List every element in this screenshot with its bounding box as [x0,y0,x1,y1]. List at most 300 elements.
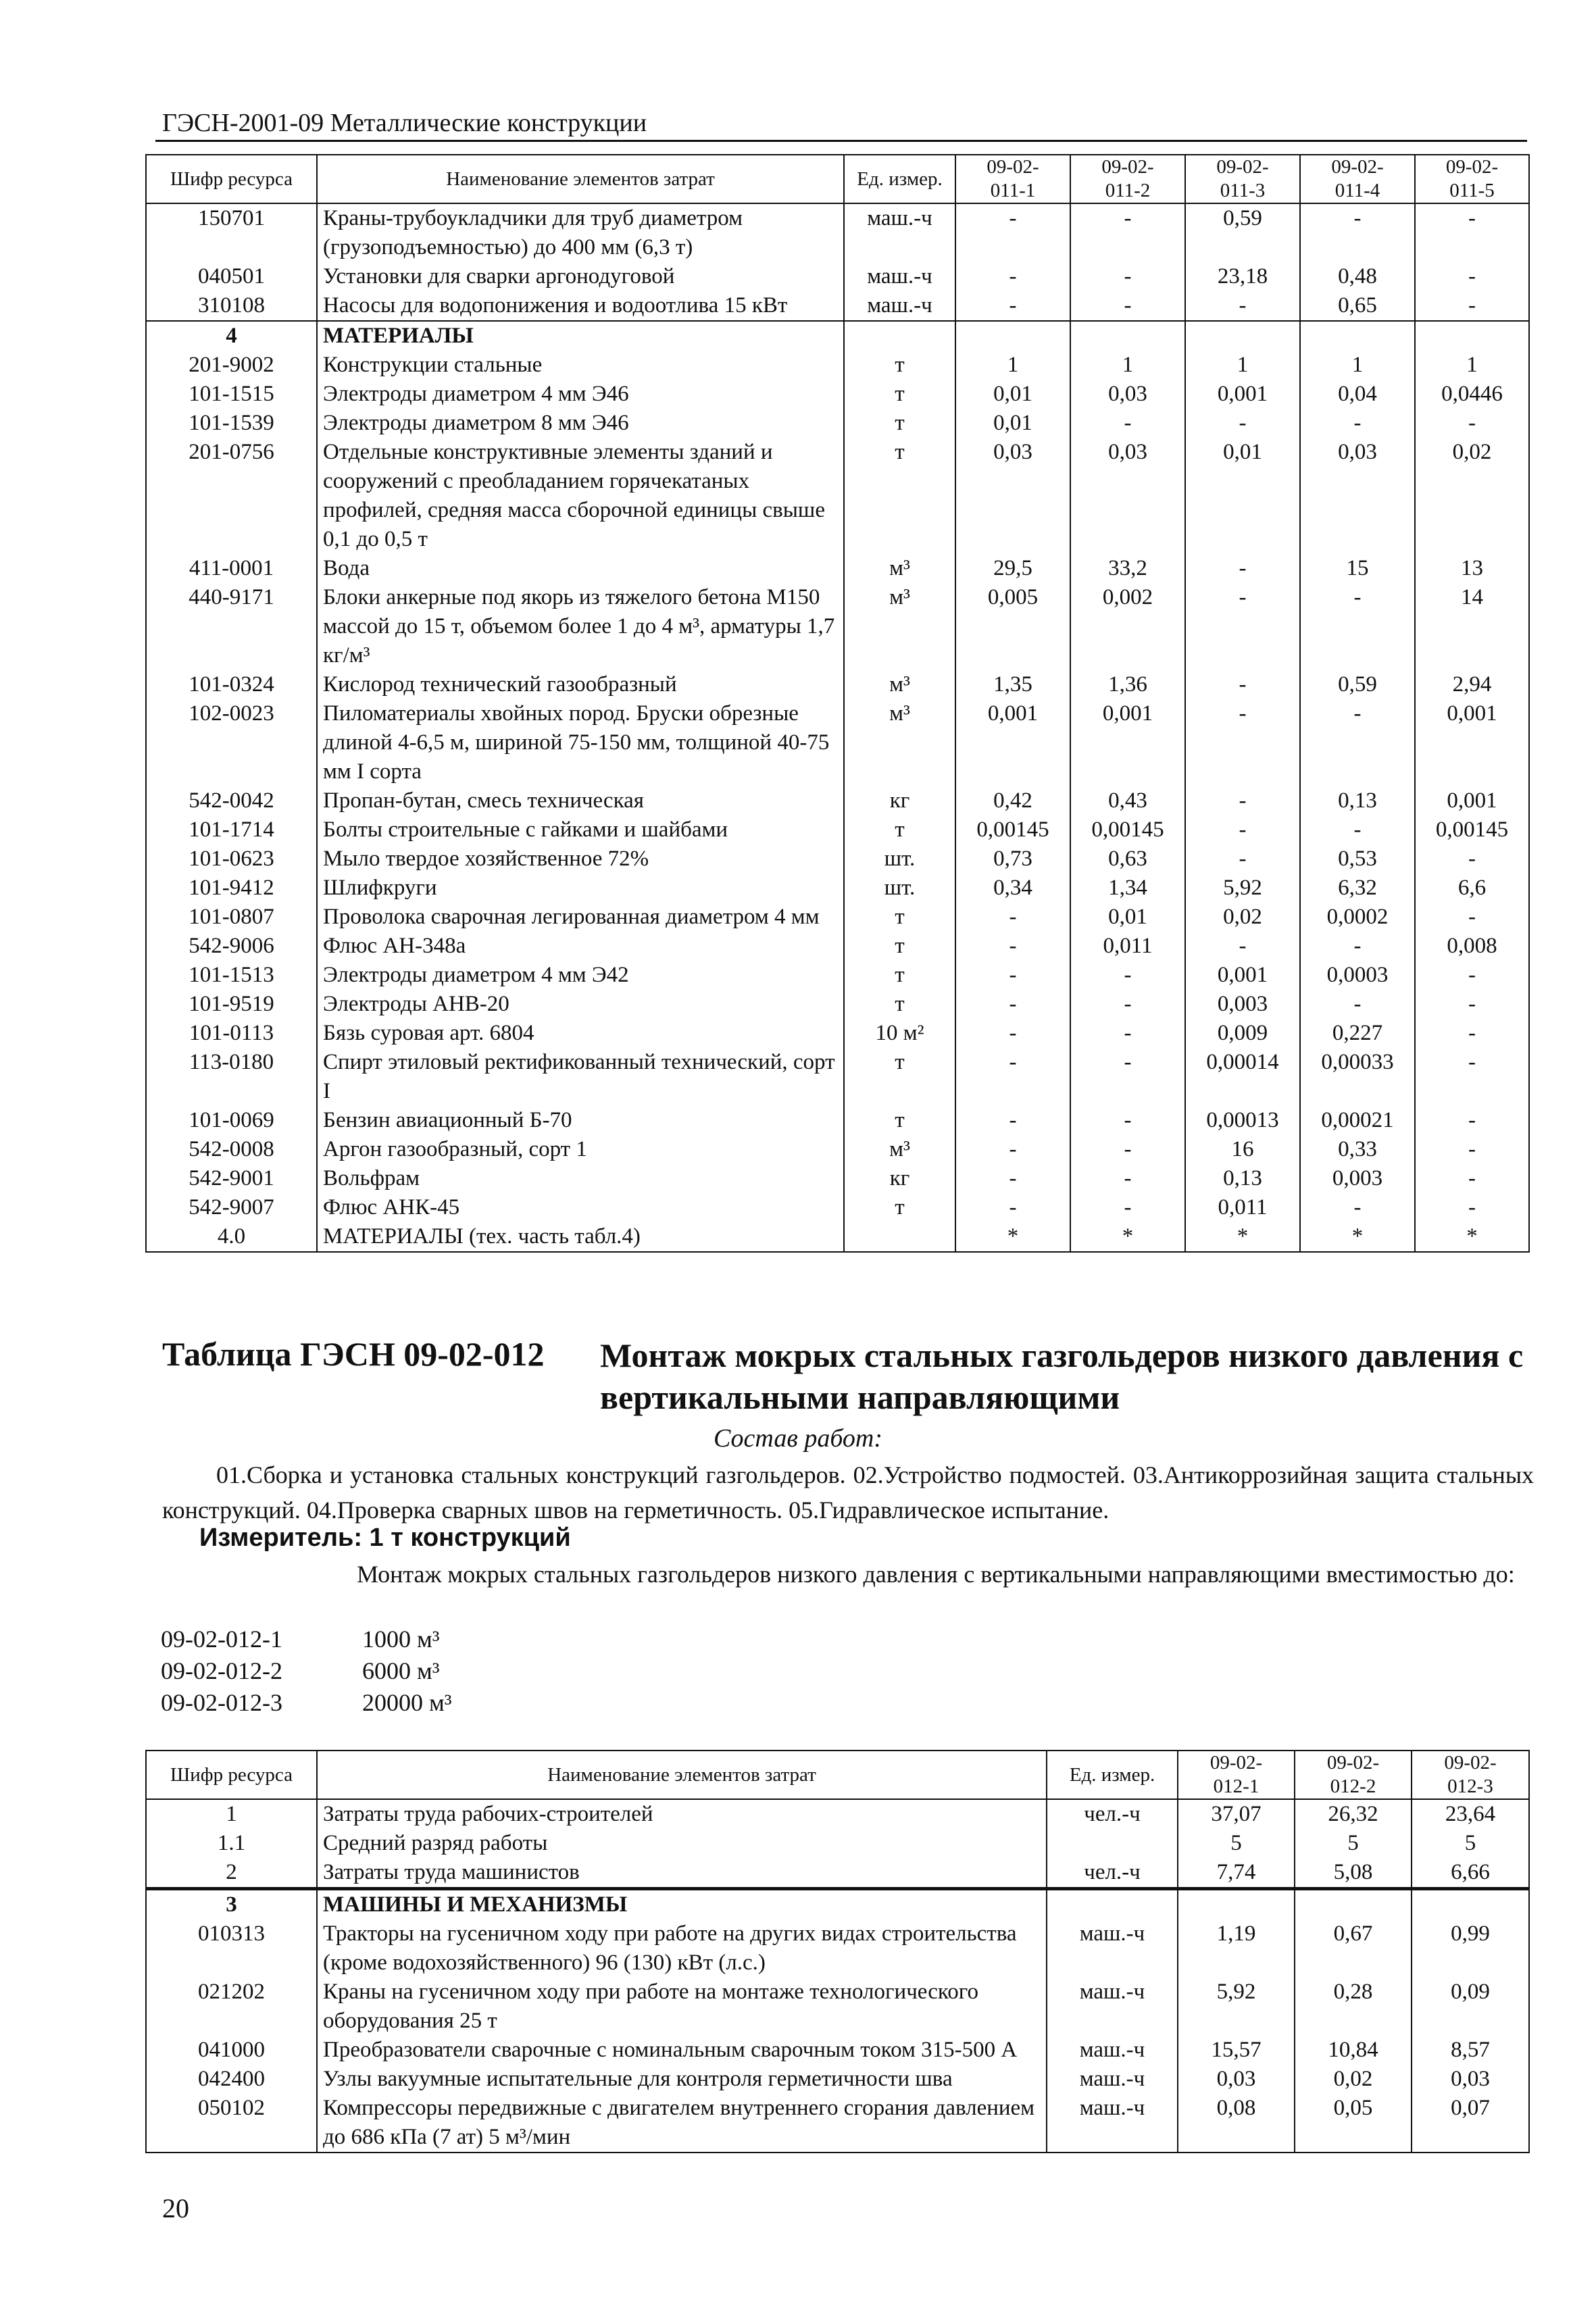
norm-value-cell [1185,321,1300,351]
table-row [146,1799,1529,1829]
table-title: Монтаж мокрых стальных газгольдеров низкого давления с вертикальными направляющими [600,1336,1524,1416]
resource-name-cell: Конструкции стальные [317,351,844,380]
norm-value-cell: * [1070,1222,1185,1252]
norm-value-cell: - [1415,961,1529,990]
norm-value-cell: - [1300,203,1415,262]
table-row [146,554,1529,583]
norm-value-cell: - [1415,1164,1529,1193]
norm-value-cell: 5,92 [1178,1978,1295,2036]
norm-value-cell: - [1185,699,1300,786]
table-row [146,1858,1529,1889]
resource-name-cell: Электроды АНВ-20 [317,990,844,1019]
variants-description: Монтаж мокрых стальных газгольдеров низкого давления с вертикальными направляющими вместимостью до: [357,1561,1515,1588]
norm-value-cell: 29,5 [955,554,1070,583]
norm-value-cell: 1,34 [1070,874,1185,903]
norm-value-cell: - [1070,409,1185,438]
norm-value-cell: - [1070,291,1185,321]
resources-table-012 [145,1750,1530,2153]
norm-value-cell: - [1185,670,1300,699]
norm-value-cell: - [1415,1135,1529,1164]
norm-value-cell: 0,63 [1070,845,1185,874]
column-header: 09-02- 011-1 [955,155,1070,203]
table-row [146,903,1529,932]
norm-value-cell: 0,43 [1070,786,1185,815]
norm-value-cell: 0,009 [1185,1019,1300,1048]
resources-table-011 [145,154,1530,1253]
norm-value-cell: - [1070,1135,1185,1164]
norm-value-cell: 0,005 [955,583,1070,670]
resource-name-cell: Блоки анкерные под якорь из тяжелого бетона М150 массой до 15 т, объемом более 1 до 4 м³, арматуры 1,7 кг/м³ [317,583,844,670]
resource-name-cell: Кислород технический газообразный [317,670,844,699]
norm-value-cell: 0,53 [1300,845,1415,874]
norm-value-cell: - [1070,262,1185,291]
column-header: 09-02- 011-3 [1185,155,1300,203]
resource-code-cell: 2 [146,1858,317,1889]
norm-value-cell: - [1300,409,1415,438]
column-header: 09-02- 012-2 [1295,1751,1412,1799]
resource-code-cell: 101-0113 [146,1019,317,1048]
norm-value-cell: 0,28 [1295,1978,1412,2036]
norm-value-cell: * [955,1222,1070,1252]
resource-code-cell: 101-0623 [146,845,317,874]
table-row [146,815,1529,845]
norm-value-cell: 14 [1415,583,1529,670]
norm-value-cell: 1,35 [955,670,1070,699]
column-header: 09-02- 011-4 [1300,155,1415,203]
resource-name-cell: Насосы для водопонижения и водоотлива 15 кВт [317,291,844,321]
composition-text: 01.Сборка и установка стальных конструкций газгольдеров. 02.Устройство подмостей. 03.Антикоррозийная защита стальных конструкций. 04.Проверка сварных швов на герметичность. 05.Гидравлическое испытание. [162,1461,1534,1524]
norm-value-cell [1412,1889,1529,1920]
norm-value-cell: 37,07 [1178,1799,1295,1829]
norm-value-cell: 0,001 [1415,786,1529,815]
resource-name-cell: Аргон газообразный, сорт 1 [317,1135,844,1164]
norm-value-cell: 0,42 [955,786,1070,815]
resource-name-cell: Затраты труда рабочих-строителей [317,1799,1047,1829]
table-row [146,2094,1529,2153]
table-header-row [146,1751,1529,1799]
norm-value-cell: - [1415,409,1529,438]
resource-name-cell: Отдельные конструктивные элементы зданий и сооружений с преобладанием горячекатаных профилей, средняя масса сборочной единицы свыше 0,1 до 0,5 т [317,438,844,554]
resource-code-cell: 101-9412 [146,874,317,903]
table-row [146,874,1529,903]
resource-code-cell: 411-0001 [146,554,317,583]
norm-value-cell: 5 [1178,1829,1295,1858]
norm-value-cell: 0,001 [1185,961,1300,990]
norm-value-cell: - [1415,291,1529,321]
resource-code-cell: 101-0324 [146,670,317,699]
norm-value-cell: - [1300,699,1415,786]
unit-cell: т [844,932,955,961]
resource-code-cell: 201-0756 [146,438,317,554]
resource-code-cell: 310108 [146,291,317,321]
norm-value-cell: - [1300,1193,1415,1222]
column-header: Ед. измер. [1047,1751,1178,1799]
resource-code-cell: 042400 [146,2065,317,2094]
unit-cell: т [844,815,955,845]
table-header-row [146,155,1529,203]
norm-value-cell: 0,09 [1412,1978,1529,2036]
unit-cell: маш.-ч [844,291,955,321]
unit-cell: 10 м² [844,1019,955,1048]
unit-cell: м³ [844,670,955,699]
resource-code-cell: 101-1714 [146,815,317,845]
norm-value-cell [1070,321,1185,351]
table-row [146,1978,1529,2036]
norm-value-cell: 0,02 [1295,2065,1412,2094]
measure-unit: Измеритель: 1 т конструкций [199,1524,571,1552]
norm-value-cell: 13 [1415,554,1529,583]
resource-name-cell: Тракторы на гусеничном ходу при работе на других видах строительства (кроме водохозяйственного) 96 (130) кВт (л.с.) [317,1919,1047,1978]
norm-value-cell: - [1415,1106,1529,1135]
resource-code-cell: 542-9001 [146,1164,317,1193]
table-row [146,409,1529,438]
norm-value-cell: 0,48 [1300,262,1415,291]
norm-value-cell: - [1070,961,1185,990]
table-row [146,932,1529,961]
norm-value-cell [1178,1889,1295,1920]
norm-value-cell: - [955,961,1070,990]
norm-value-cell [1295,1889,1412,1920]
norm-value-cell [1415,321,1529,351]
unit-cell: т [844,990,955,1019]
norm-value-cell: - [1185,409,1300,438]
norm-value-cell: 0,001 [1415,699,1529,786]
norm-value-cell: 0,03 [955,438,1070,554]
unit-cell: маш.-ч [1047,2094,1178,2153]
norm-value-cell: 0,001 [1185,380,1300,409]
norm-value-cell: 0,011 [1185,1193,1300,1222]
norm-value-cell: * [1415,1222,1529,1252]
norm-value-cell: - [1415,262,1529,291]
running-header: ГЭСН-2001-09 Металлические конструкции [162,109,647,137]
norm-value-cell: - [1185,583,1300,670]
norm-value-cell: - [955,1019,1070,1048]
variant-code: 09-02-012-2 [161,1657,282,1684]
norm-value-cell: 0,00014 [1185,1048,1300,1106]
norm-value-cell: 5,08 [1295,1858,1412,1889]
resource-name-cell: Вольфрам [317,1164,844,1193]
norm-value-cell: - [1300,990,1415,1019]
norm-value-cell: 0,73 [955,845,1070,874]
unit-cell: т [844,409,955,438]
unit-cell [844,321,955,351]
norm-value-cell: 0,34 [955,874,1070,903]
norm-value-cell: - [1070,203,1185,262]
resource-name-cell: Пропан-бутан, смесь техническая [317,786,844,815]
norm-value-cell: 2,94 [1415,670,1529,699]
resource-name-cell: Средний разряд работы [317,1829,1047,1858]
variant-code: 09-02-012-3 [161,1689,282,1716]
table-row [146,961,1529,990]
norm-value-cell: 0,33 [1300,1135,1415,1164]
unit-cell: кг [844,786,955,815]
norm-value-cell: * [1185,1222,1300,1252]
unit-cell: шт. [844,874,955,903]
norm-value-cell: 0,67 [1295,1919,1412,1978]
column-header: Шифр ресурса [146,155,317,203]
table-row [146,786,1529,815]
resource-name-cell: Краны-трубоукладчики для труб диаметром (грузоподъемностью) до 400 мм (6,3 т) [317,203,844,262]
norm-value-cell: 0,227 [1300,1019,1415,1048]
norm-value-cell: 0,008 [1415,932,1529,961]
resource-code-cell: 101-0807 [146,903,317,932]
norm-value-cell: 1 [1415,351,1529,380]
unit-cell: т [844,1106,955,1135]
table-row [146,845,1529,874]
column-header: Наименование элементов затрат [317,155,844,203]
norm-value-cell: 1 [1070,351,1185,380]
table-row [146,262,1529,291]
resource-code-cell: 040501 [146,262,317,291]
table-row [146,990,1529,1019]
resource-name-cell: Мыло твердое хозяйственное 72% [317,845,844,874]
norm-value-cell: - [1415,1048,1529,1106]
norm-value-cell: 1 [1185,351,1300,380]
resource-code-cell: 1.1 [146,1829,317,1858]
table-row [146,1829,1529,1858]
norm-value-cell [1300,321,1415,351]
norm-value-cell: 0,0003 [1300,961,1415,990]
norm-value-cell: 0,00021 [1300,1106,1415,1135]
unit-cell: т [844,380,955,409]
norm-value-cell: - [955,291,1070,321]
resource-name-cell: Краны на гусеничном ходу при работе на монтаже технологического оборудования 25 т [317,1978,1047,2036]
norm-value-cell: 1 [955,351,1070,380]
table-row [146,380,1529,409]
composition-heading: Состав работ: [713,1424,883,1453]
resource-code-cell: 021202 [146,1978,317,2036]
resource-code-cell: 542-0042 [146,786,317,815]
resource-code-cell: 050102 [146,2094,317,2153]
resource-code-cell: 041000 [146,2036,317,2065]
norm-value-cell: - [1070,1019,1185,1048]
norm-value-cell: 0,13 [1300,786,1415,815]
norm-value-cell: 0,011 [1070,932,1185,961]
resource-name-cell: МАТЕРИАЛЫ [317,321,844,351]
norm-value-cell: 0,003 [1185,990,1300,1019]
norm-value-cell: 15,57 [1178,2036,1295,2065]
resource-name-cell: МАШИНЫ И МЕХАНИЗМЫ [317,1889,1047,1920]
norm-value-cell: 0,00013 [1185,1106,1300,1135]
norm-value-cell: - [955,1048,1070,1106]
unit-cell: т [844,961,955,990]
norm-value-cell: 0,03 [1178,2065,1295,2094]
table-row [146,203,1529,262]
resource-name-cell: МАТЕРИАЛЫ (тех. часть табл.4) [317,1222,844,1252]
norm-value-cell: 6,66 [1412,1858,1529,1889]
resource-name-cell: Узлы вакуумные испытательные для контроля герметичности шва [317,2065,1047,2094]
norm-value-cell: 0,59 [1185,203,1300,262]
norm-value-cell: - [955,903,1070,932]
norm-value-cell: 26,32 [1295,1799,1412,1829]
norm-value-cell: 0,03 [1412,2065,1529,2094]
unit-cell: чел.-ч [1047,1858,1178,1889]
table-row [146,583,1529,670]
column-header: 09-02- 011-5 [1415,155,1529,203]
unit-cell: маш.-ч [844,262,955,291]
resource-code-cell: 102-0023 [146,699,317,786]
resource-code-cell: 010313 [146,1919,317,1978]
norm-value-cell: - [955,262,1070,291]
norm-value-cell: 0,02 [1185,903,1300,932]
norm-value-cell: 0,003 [1300,1164,1415,1193]
table-row [146,1889,1529,1920]
unit-cell: кг [844,1164,955,1193]
unit-cell: т [844,438,955,554]
table-row [146,1019,1529,1048]
norm-value-cell: 0,07 [1412,2094,1529,2153]
unit-cell: маш.-ч [1047,1978,1178,2036]
norm-value-cell: - [1300,583,1415,670]
resource-code-cell: 113-0180 [146,1048,317,1106]
table-row [146,699,1529,786]
norm-value-cell: 15 [1300,554,1415,583]
norm-value-cell: 0,00145 [955,815,1070,845]
resource-name-cell: Пиломатериалы хвойных пород. Бруски обрезные длиной 4-6,5 м, шириной 75-150 мм, толщиной 40-75 мм I сорта [317,699,844,786]
unit-cell: м³ [844,583,955,670]
resource-name-cell: Спирт этиловый ректификованный технический, сорт I [317,1048,844,1106]
norm-value-cell: 1,36 [1070,670,1185,699]
norm-value-cell: 0,03 [1300,438,1415,554]
norm-value-cell: 1,19 [1178,1919,1295,1978]
variant-code: 09-02-012-1 [161,1626,282,1653]
variant-value: 20000 м³ [362,1689,452,1716]
resource-code-cell: 4 [146,321,317,351]
norm-value-cell: - [1415,1193,1529,1222]
unit-cell: маш.-ч [1047,1919,1178,1978]
norm-value-cell: - [1415,990,1529,1019]
table-row [146,1135,1529,1164]
norm-value-cell: 0,05 [1295,2094,1412,2153]
table-row [146,1193,1529,1222]
norm-value-cell: 0,00033 [1300,1048,1415,1106]
norm-value-cell: - [1070,990,1185,1019]
resource-name-cell: Электроды диаметром 4 мм Э42 [317,961,844,990]
norm-value-cell: 0,0002 [1300,903,1415,932]
resource-name-cell: Бензин авиационный Б-70 [317,1106,844,1135]
norm-value-cell: 0,65 [1300,291,1415,321]
norm-value-cell: 0,59 [1300,670,1415,699]
column-header: Наименование элементов затрат [317,1751,1047,1799]
table-row [146,1164,1529,1193]
norm-value-cell: 0,03 [1070,438,1185,554]
table-row [146,321,1529,351]
resource-code-cell: 542-0008 [146,1135,317,1164]
norm-value-cell: 5,92 [1185,874,1300,903]
resource-code-cell: 101-1539 [146,409,317,438]
resource-code-cell: 101-1513 [146,961,317,990]
variant-value: 6000 м³ [362,1657,440,1684]
norm-value-cell: 0,13 [1185,1164,1300,1193]
resource-name-cell: Электроды диаметром 8 мм Э46 [317,409,844,438]
resource-code-cell: 101-1515 [146,380,317,409]
resource-code-cell: 201-9002 [146,351,317,380]
norm-value-cell: 0,00145 [1070,815,1185,845]
norm-value-cell: 1 [1300,351,1415,380]
norm-value-cell: - [1415,203,1529,262]
resource-name-cell: Бязь суровая арт. 6804 [317,1019,844,1048]
unit-cell: м³ [844,554,955,583]
unit-cell: м³ [844,1135,955,1164]
unit-cell: чел.-ч [1047,1799,1178,1829]
table-row [146,2036,1529,2065]
norm-value-cell [955,321,1070,351]
unit-cell: т [844,351,955,380]
norm-value-cell: 10,84 [1295,2036,1412,2065]
norm-value-cell: 16 [1185,1135,1300,1164]
norm-value-cell: 0,04 [1300,380,1415,409]
table-row [146,1048,1529,1106]
resource-code-cell: 3 [146,1889,317,1920]
column-header: 09-02- 011-2 [1070,155,1185,203]
resource-name-cell: Электроды диаметром 4 мм Э46 [317,380,844,409]
table-row [146,438,1529,554]
unit-cell [844,1222,955,1252]
table-row [146,1106,1529,1135]
table-row [146,2065,1529,2094]
header-rule [155,140,1527,142]
norm-value-cell: - [1300,815,1415,845]
resource-code-cell: 4.0 [146,1222,317,1252]
norm-value-cell: 0,99 [1412,1919,1529,1978]
norm-value-cell: 0,01 [955,409,1070,438]
resource-name-cell: Компрессоры передвижные с двигателем внутреннего сгорания давлением до 686 кПа (7 ат) 5 м³/мин [317,2094,1047,2153]
norm-value-cell: 5 [1295,1829,1412,1858]
resource-code-cell: 1 [146,1799,317,1829]
resource-name-cell: Вода [317,554,844,583]
unit-cell: т [844,1048,955,1106]
resource-name-cell: Проволока сварочная легированная диаметром 4 мм [317,903,844,932]
norm-value-cell: - [1185,786,1300,815]
page-number: 20 [162,2193,189,2223]
norm-value-cell: 33,2 [1070,554,1185,583]
unit-cell: маш.-ч [844,203,955,262]
norm-value-cell: - [955,1193,1070,1222]
norm-value-cell: 0,00145 [1415,815,1529,845]
norm-value-cell: - [1185,845,1300,874]
resource-name-cell: Шлифкруги [317,874,844,903]
table-row [146,1222,1529,1252]
norm-value-cell: 0,02 [1415,438,1529,554]
norm-value-cell: - [1185,815,1300,845]
norm-value-cell: - [1070,1106,1185,1135]
norm-value-cell: - [1070,1048,1185,1106]
table-row [146,1919,1529,1978]
norm-value-cell: * [1300,1222,1415,1252]
resource-code-cell: 542-9007 [146,1193,317,1222]
unit-cell: маш.-ч [1047,2065,1178,2094]
resource-name-cell: Установки для сварки аргонодуговой [317,262,844,291]
unit-cell: т [844,1193,955,1222]
norm-value-cell: 8,57 [1412,2036,1529,2065]
norm-value-cell: 5 [1412,1829,1529,1858]
unit-cell: м³ [844,699,955,786]
norm-value-cell: 0,01 [955,380,1070,409]
resource-name-cell: Флюс АНК-45 [317,1193,844,1222]
norm-value-cell: - [1185,932,1300,961]
norm-value-cell: - [955,203,1070,262]
variant-value: 1000 м³ [362,1626,440,1653]
norm-value-cell: 0,0446 [1415,380,1529,409]
norm-value-cell: 7,74 [1178,1858,1295,1889]
norm-value-cell: - [1070,1164,1185,1193]
norm-value-cell: 23,64 [1412,1799,1529,1829]
norm-value-cell: - [1415,1019,1529,1048]
norm-value-cell: 23,18 [1185,262,1300,291]
unit-cell: маш.-ч [1047,2036,1178,2065]
norm-value-cell: 0,03 [1070,380,1185,409]
norm-value-cell: 0,001 [955,699,1070,786]
